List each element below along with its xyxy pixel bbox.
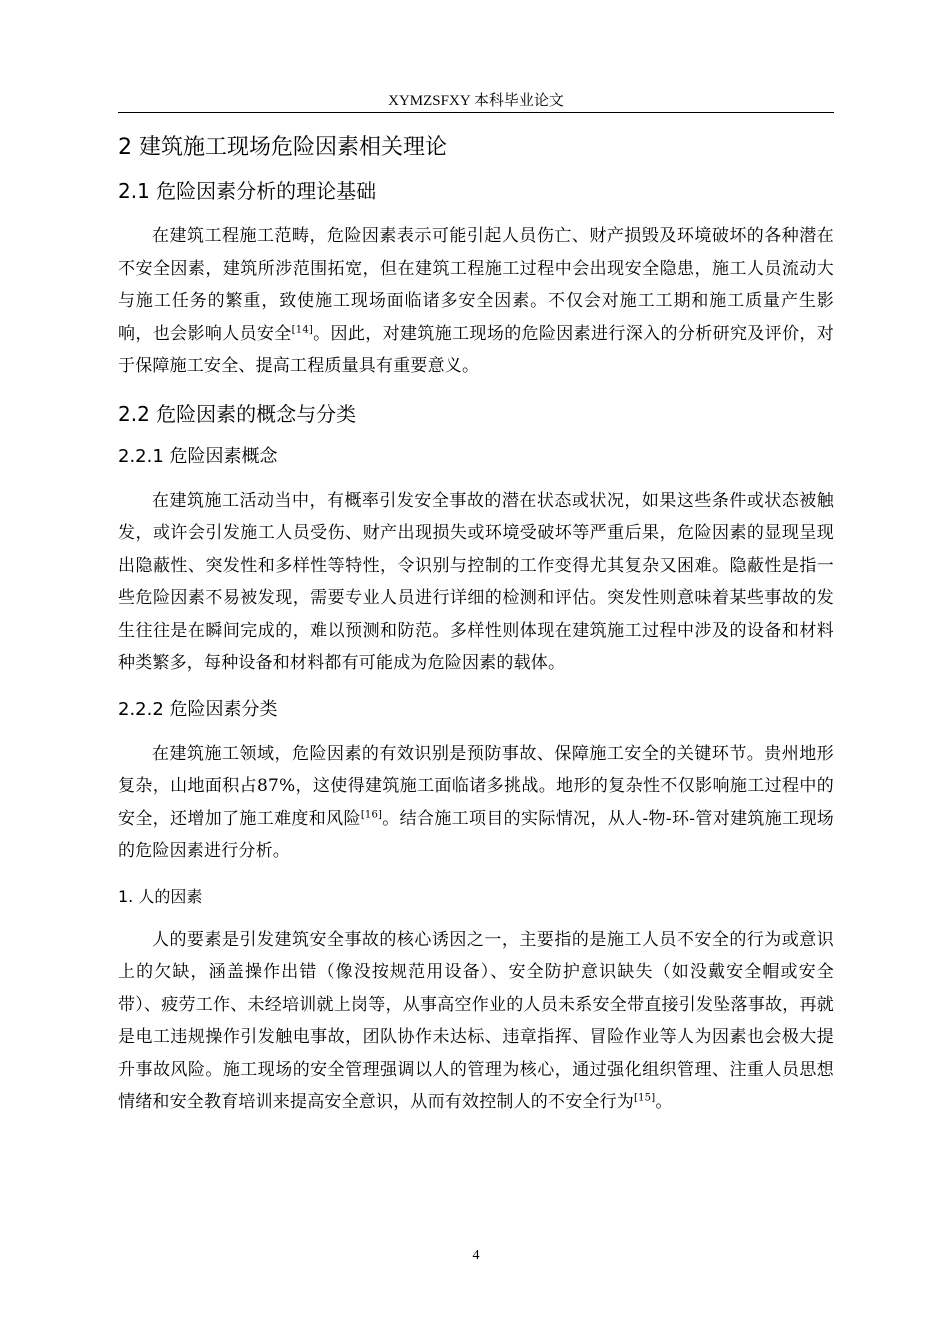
header-divider bbox=[118, 112, 834, 113]
section-2-1-title: 2.1 危险因素分析的理论基础 bbox=[118, 179, 377, 203]
citation: [16] bbox=[360, 808, 383, 820]
paragraph-text: 。结合施工项目的实际情况，从人-物-环-管对建筑施工现场的危险因素进行分析。 bbox=[118, 808, 834, 861]
paragraph-text: 人的要素是引发建筑安全事故的核心诱因之一，主要指的是施工人员不安全的行为或意识上的欠缺，涵盖操作出错（像没按规范用设备）、安全防护意识缺失（如没戴安全帽或安全带）、疲劳工作、未经培训就上岗等，从事高空作业的人员未系安全带直接引发坠落事故，再就是电工违规操作引发触电事故，团队协作未达标、违章指挥、冒险作业等人为因素也会极大提升事故风险。施工现场的安全管理强调以人的管理为核心，通过强化组织管理、注重人员思想情绪和安全教育培训来提高安全意识，从而有效控制人的不安全行为 bbox=[118, 929, 834, 1112]
paragraph-text: 。因此，对建筑施工现场的危险因素进行深入的分析研究及评价，对于保障施工安全、提高工程质量具有重要意义。 bbox=[118, 323, 835, 376]
page-number: 4 bbox=[472, 1248, 480, 1263]
section-2-2-2-title: 2.2.2 危险因素分类 bbox=[118, 698, 278, 720]
citation: [15] bbox=[634, 1092, 656, 1104]
section-2-2-1-paragraph: 在建筑施工活动当中，有概率引发安全事故的潜在状态或状况，如果这些条件或状态被触发，或许会引发施工人员受伤、财产出现损失或环境受破坏等严重后果，危险因素的显现呈现出隐蔽性、突发性和多样性等特性，令识别与控制的工作变得尤其复杂又困难。隐蔽性是指一些危险因素不易被发现，需要专业人员进行详细的检测和评估。突发性则意味着某些事故的发生往往是在瞬间完成的，难以预测和防范。多样性则体现在建筑施工过程中涉及的设备和材料种类繁多，每种设备和材料都有可能成为危险因素的载体。 bbox=[118, 490, 834, 673]
citation: [14] bbox=[291, 323, 313, 335]
paragraph-text: 在建筑施工领域，危险因素的有效识别是预防事故、保障施工安全的关键环节。贵州地形复杂，山地面积占87%，这使得建筑施工面临诸多挑战。地形的复杂性不仅影响施工过程中的安全，还增加了施工难度和风险 bbox=[118, 743, 834, 829]
running-header: XYMZSFXY 本科毕业论文 bbox=[388, 93, 564, 109]
chapter-title: 2 建筑施工现场危险因素相关理论 bbox=[118, 135, 447, 160]
list-item-1-paragraph bbox=[118, 924, 834, 1119]
paragraph-text: 在建筑工程施工范畴，危险因素表示可能引起人员伤亡、财产损毁及环境破坏的各种潜在不安全因素，建筑所涉范围拓宽，但在建筑工程施工过程中会出现安全隐患，施工人员流动大与施工任务的繁重，致使施工现场面临诸多安全因素。不仅会对施工工期和施工质量产生影响，也会影响人员安全 bbox=[118, 226, 834, 344]
section-2-2-2-paragraph bbox=[118, 738, 834, 868]
list-item-1-title: 1. 人的因素 bbox=[118, 886, 203, 906]
page-content bbox=[118, 132, 834, 1135]
section-2-2-1-title: 2.2.1 危险因素概念 bbox=[118, 445, 278, 467]
section-2-1-paragraph bbox=[118, 220, 834, 383]
paragraph-text: 。 bbox=[655, 1092, 673, 1112]
section-2-2-title: 2.2 危险因素的概念与分类 bbox=[118, 401, 357, 426]
